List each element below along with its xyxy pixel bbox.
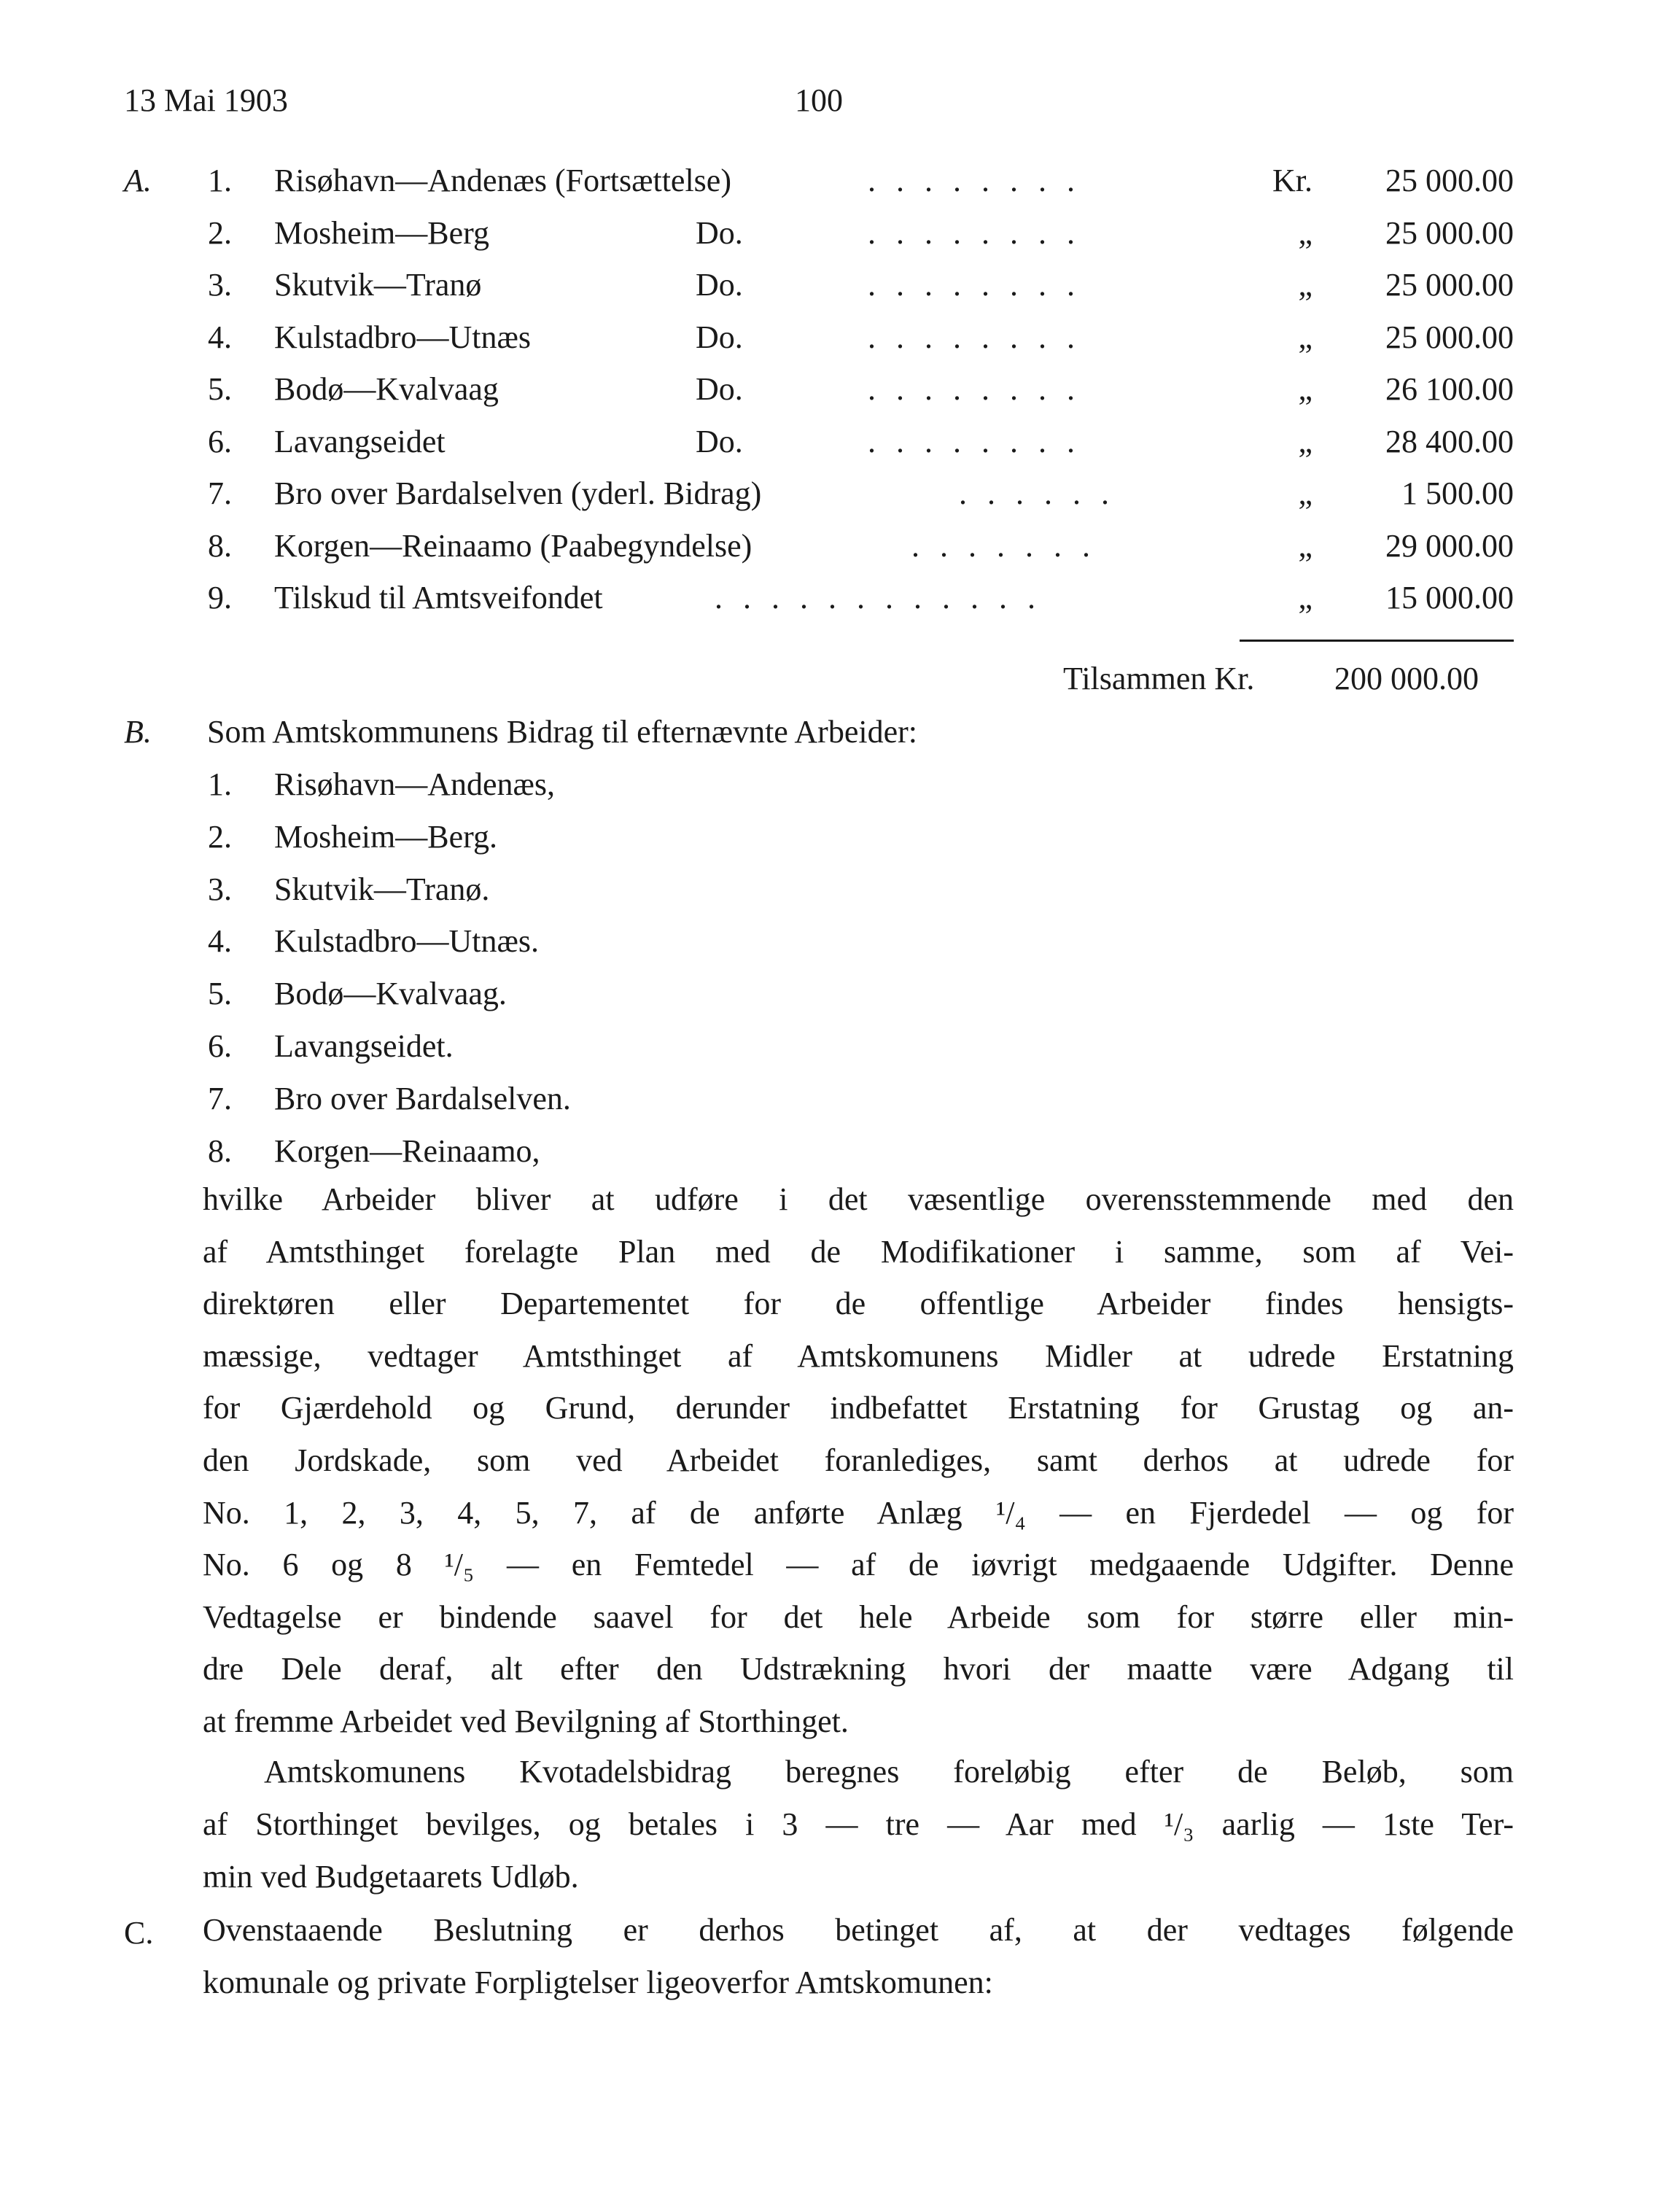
item-number: 6.: [208, 1028, 232, 1064]
paragraph-line: hvilke Arbeider bliver at udføre i det væsentlige overensstemmende med den: [203, 1181, 1514, 1217]
row-amount: 29 000.00: [1385, 528, 1514, 564]
item-name: Mosheim—Berg.: [274, 819, 497, 855]
total-label: Tilsammen Kr.: [1063, 661, 1255, 696]
item-number: 1.: [208, 766, 232, 802]
paragraph-line: Amtskomunens Kvotadelsbidrag beregnes foreløbig efter de Beløb, som: [264, 1754, 1514, 1790]
row-currency: „: [1298, 215, 1312, 251]
row-do: Do.: [696, 424, 743, 459]
row-number: 6.: [208, 424, 232, 459]
row-number: 8.: [208, 528, 232, 564]
page-number: 100: [795, 82, 843, 118]
row-currency: Kr.: [1272, 163, 1312, 198]
row-name: Skutvik—Tranø: [274, 267, 482, 303]
dot-leader: ........: [868, 424, 1095, 459]
row-currency: „: [1298, 475, 1312, 511]
item-number: 5.: [208, 976, 232, 1011]
paragraph-line: No. 1, 2, 3, 4, 5, 7, af de anførte Anlæg ¹/₄ — en Fjerdedel — og for: [203, 1495, 1514, 1531]
paragraph-line: min ved Budgetaarets Udløb.: [203, 1859, 579, 1895]
row-name: Kulstadbro—Utnæs: [274, 319, 531, 355]
row-amount: 1 500.00: [1401, 475, 1514, 511]
row-amount: 25 000.00: [1385, 267, 1514, 303]
row-do: Do.: [696, 267, 743, 303]
row-number: 5.: [208, 371, 232, 407]
row-currency: „: [1298, 424, 1312, 459]
item-name: Bro over Bardalselven.: [274, 1081, 571, 1116]
total-rule: [1240, 640, 1514, 642]
row-name: Risøhavn—Andenæs (Fortsættelse): [274, 163, 731, 198]
dot-leader: ........: [868, 371, 1095, 407]
item-name: Risøhavn—Andenæs,: [274, 766, 555, 802]
paragraph-line: direktøren eller Departementet for de offentlige Arbeider findes hensigts-: [203, 1286, 1514, 1321]
row-currency: „: [1298, 267, 1312, 303]
item-name: Lavangseidet.: [274, 1028, 454, 1064]
section-a-letter: A.: [124, 163, 152, 198]
row-name: Mosheim—Berg: [274, 215, 489, 251]
dot-leader: ........: [868, 163, 1095, 198]
item-name: Skutvik—Tranø.: [274, 871, 490, 907]
paragraph-line: mæssige, vedtager Amtsthinget af Amtskomunens Midler at udrede Erstatning: [203, 1338, 1514, 1374]
row-amount: 25 000.00: [1385, 163, 1514, 198]
paragraph-line: af Amtsthinget forelagte Plan med de Modifikationer i samme, som af Vei-: [203, 1234, 1514, 1270]
paragraph-line: Vedtagelse er bindende saavel for det hele Arbeide som for større eller min-: [203, 1599, 1514, 1635]
row-currency: „: [1298, 319, 1312, 355]
row-amount: 25 000.00: [1385, 215, 1514, 251]
item-number: 4.: [208, 923, 232, 959]
dot-leader: ............: [715, 580, 1056, 615]
total-amount: 200 000.00: [1334, 661, 1479, 696]
paragraph-line: at fremme Arbeidet ved Bevilgning af Storthinget.: [203, 1703, 849, 1739]
row-currency: „: [1298, 371, 1312, 407]
row-do: Do.: [696, 215, 743, 251]
page-date: 13 Mai 1903: [124, 82, 288, 118]
paragraph-line: dre Dele deraf, alt efter den Udstrækning hvori der maatte være Adgang til: [203, 1651, 1514, 1687]
paragraph-line: Ovenstaaende Beslutning er derhos betinget af, at der vedtages følgende: [203, 1912, 1514, 1948]
row-number: 9.: [208, 580, 232, 615]
section-b-letter: B.: [124, 714, 152, 750]
item-name: Kulstadbro—Utnæs.: [274, 923, 539, 959]
row-amount: 28 400.00: [1385, 424, 1514, 459]
dot-leader: ........: [868, 215, 1095, 251]
paragraph-line: No. 6 og 8 ¹/₅ — en Femtedel — af de iøvrigt medgaaende Udgifter. Denne: [203, 1547, 1514, 1582]
dot-leader: ........: [868, 267, 1095, 303]
row-name: Tilskud til Amtsveifondet: [274, 580, 603, 615]
item-number: 2.: [208, 819, 232, 855]
paragraph-line: den Jordskade, som ved Arbeidet foranlediges, samt derhos at udrede for: [203, 1442, 1514, 1478]
item-number: 8.: [208, 1133, 232, 1169]
row-amount: 26 100.00: [1385, 371, 1514, 407]
paragraph-line: komunale og private Forpligtelser ligeoverfor Amtskomunen:: [203, 1965, 993, 2000]
row-number: 3.: [208, 267, 232, 303]
item-number: 7.: [208, 1081, 232, 1116]
row-amount: 25 000.00: [1385, 319, 1514, 355]
dot-leader: ......: [959, 475, 1129, 511]
row-currency: „: [1298, 580, 1312, 615]
paragraph-line: for Gjærdehold og Grund, derunder indbefattet Erstatning for Grustag og an-: [203, 1390, 1514, 1426]
row-number: 2.: [208, 215, 232, 251]
row-amount: 15 000.00: [1385, 580, 1514, 615]
paragraph-line: af Storthinget bevilges, og betales i 3 — tre — Aar med ¹/₃ aarlig — 1ste Ter-: [203, 1806, 1514, 1842]
row-number: 4.: [208, 319, 232, 355]
row-name: Bodø—Kvalvaag: [274, 371, 499, 407]
item-number: 3.: [208, 871, 232, 907]
dot-leader: .......: [911, 528, 1111, 564]
row-do: Do.: [696, 371, 743, 407]
row-number: 1.: [208, 163, 232, 198]
item-name: Bodø—Kvalvaag.: [274, 976, 507, 1011]
row-do: Do.: [696, 319, 743, 355]
row-number: 7.: [208, 475, 232, 511]
section-c-letter: C.: [124, 1915, 154, 1951]
row-currency: „: [1298, 528, 1312, 564]
section-b-intro: Som Amtskommunens Bidrag til efternævnte Arbeider:: [207, 714, 917, 750]
row-name: Korgen—Reinaamo (Paabegyndelse): [274, 528, 752, 564]
row-name: Bro over Bardalselven (yderl. Bidrag): [274, 475, 762, 511]
item-name: Korgen—Reinaamo,: [274, 1133, 540, 1169]
dot-leader: ........: [868, 319, 1095, 355]
row-name: Lavangseidet: [274, 424, 446, 459]
